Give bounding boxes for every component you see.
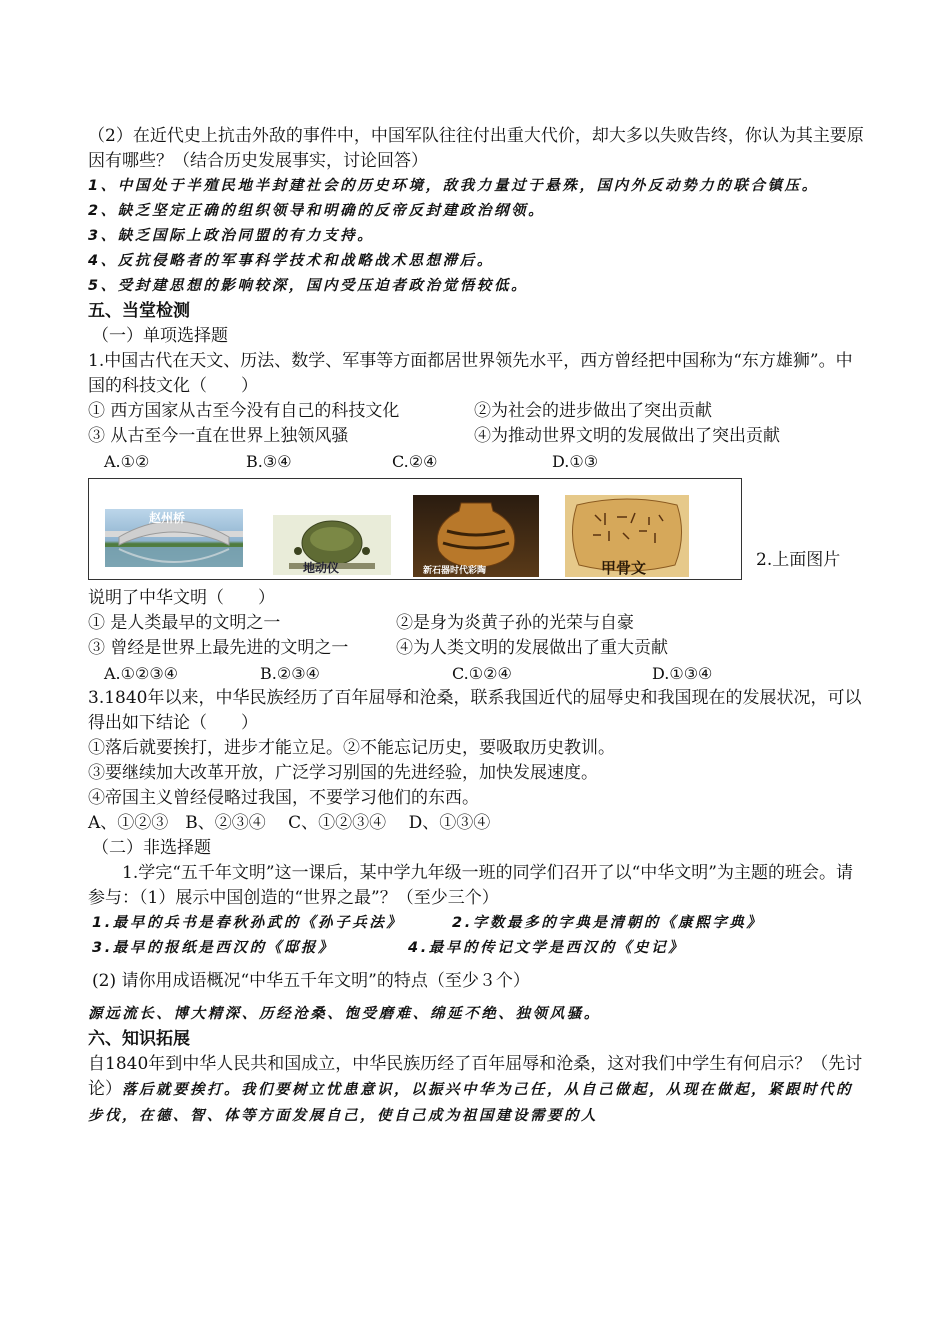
mc-q2-stem-tail: 2.上面图片 bbox=[756, 550, 841, 570]
q2-answer-4: 4、反抗侵略者的军事科学技术和战略战术思想滞后。 bbox=[88, 253, 494, 269]
section6-answer: 落后就要挨打。我们要树立忧患意识，以振兴中华为己任，从自己做起，从现在做起，紧跟时代的步伐，在德、智、体等方面发展自己，使自己成为祖国建设需要的人 bbox=[88, 1082, 853, 1124]
open-q1-answers-row1 bbox=[88, 911, 866, 936]
mc-q2-option-c[interactable]: C.①②④ bbox=[452, 664, 512, 683]
section6-paragraph bbox=[88, 1052, 866, 1129]
part1-title: （一）单项选择题 bbox=[92, 326, 228, 346]
mc-q2-item-3: ③ 曾经是世界上最先进的文明之一 bbox=[88, 638, 349, 658]
mc-q3-item-1: ①落后就要挨打，进步才能立足。②不能忘记历史，要吸取历史教训。 bbox=[88, 738, 615, 758]
mc-q1-option-b[interactable]: B.③④ bbox=[246, 452, 292, 471]
q2-question: （2）在近代史上抗击外敌的事件中，中国军队往往付出重大代价，却大多以失败告终，你认为其主要原因有哪些？（结合历史发展事实，讨论回答） bbox=[88, 126, 864, 171]
mc-q3-item-2: ③要继续加大改革开放，广泛学习别国的先进经验，加快发展速度。 bbox=[88, 763, 598, 783]
mc-q2-item-4: ④为人类文明的发展做出了重大贡献 bbox=[396, 638, 668, 658]
mc-q1-stem: 1.中国古代在天文、历法、数学、军事等方面都居世界领先水平，西方曾经把中国称为“东方雄狮”。中国的科技文化（ ） bbox=[88, 351, 853, 396]
mc-q1-option-a[interactable]: A.①② bbox=[104, 452, 150, 471]
pottery-caption: 新石器时代彩陶 bbox=[423, 566, 487, 576]
mc-q3-item-3: ④帝国主义曾经侵略过我国，不要学习他们的东西。 bbox=[88, 788, 479, 808]
mc-q1-item-1: ① 西方国家从古至今没有自己的科技文化 bbox=[88, 401, 400, 421]
document-page bbox=[88, 124, 866, 1129]
mc-q2-items-row2 bbox=[88, 636, 866, 661]
open-q1-answer-1: 1.最早的兵书是春秋孙武的《孙子兵法》 bbox=[92, 915, 404, 931]
mc-q2-items-row1 bbox=[88, 611, 866, 636]
oracle-bone-caption: 甲骨文 bbox=[601, 559, 647, 577]
open-q1-answers-row2 bbox=[88, 936, 866, 961]
mc-q2-stem: 说明了中华文明（ ） bbox=[88, 588, 275, 608]
mc-q1-item-2: ②为社会的进步做出了突出贡献 bbox=[474, 401, 712, 421]
mc-q2-option-d[interactable]: D.①③④ bbox=[652, 664, 713, 683]
q2-answer-1: 1、中国处于半殖民地半封建社会的历史环境，敌我力量过于悬殊，国内外反动势力的联合镇压。 bbox=[88, 178, 819, 194]
open-q1-sub2: (2) 请你用成语概况“中华五千年文明”的特点（至少３个） bbox=[92, 971, 530, 991]
open-q1-stem: 1.学完“五千年文明”这一课后，某中学九年级一班的同学们召开了以“中华文明”为主题的班会。请参与：（1）展示中国创造的“世界之最”？（至少三个） bbox=[88, 863, 853, 908]
bridge-caption: 赵州桥 bbox=[149, 511, 186, 525]
mc-q1-option-d[interactable]: D.①③ bbox=[552, 452, 599, 471]
oracle-bone-image bbox=[565, 495, 689, 577]
mc-q1-option-c[interactable]: C.②④ bbox=[392, 452, 438, 471]
q2-answer-3: 3、缺乏国际上政治同盟的有力支持。 bbox=[88, 228, 375, 244]
seismograph-caption: 地动仪 bbox=[303, 561, 340, 575]
bridge-image bbox=[105, 509, 243, 567]
open-q1-answer-3: 3.最早的报纸是西汉的《邸报》 bbox=[92, 940, 336, 956]
mc-q2-item-1: ① 是人类最早的文明之一 bbox=[88, 613, 281, 633]
mc-q1-item-3: ③ 从古至今一直在世界上独领风骚 bbox=[88, 426, 349, 446]
q2-answer-2: 2、缺乏坚定正确的组织领导和明确的反帝反封建政治纲领。 bbox=[88, 203, 546, 219]
open-q1-sub2-answer: 源远流长、博大精深、历经沧桑、饱受磨难、绵延不绝、独领风骚。 bbox=[88, 1006, 601, 1022]
mc-q2-options bbox=[88, 661, 866, 686]
mc-q3-options[interactable]: A、①②③ B、②③④ C、①②③④ D、①③④ bbox=[88, 813, 491, 833]
open-q1-answer-2: 2.字数最多的字典是清朝的《康熙字典》 bbox=[452, 915, 764, 931]
section6-title: 六、知识拓展 bbox=[88, 1029, 190, 1049]
open-q1-answer-4: 4.最早的传记文学是西汉的《史记》 bbox=[408, 940, 686, 956]
section6-text: 自1840年到中华人民共和国成立，中华民族历经了百年屈辱和沧桑，这对我们中学生有何启示？（先讨论） bbox=[88, 1054, 863, 1099]
image-row bbox=[88, 478, 866, 586]
pottery-image bbox=[413, 495, 539, 577]
mc-q1-options bbox=[88, 449, 866, 474]
mc-q1-item-4: ④为推动世界文明的发展做出了突出贡献 bbox=[474, 426, 780, 446]
seismograph-image bbox=[273, 515, 391, 575]
mc-q1-items-row2 bbox=[88, 424, 866, 449]
mc-q2-item-2: ②是身为炎黄子孙的光荣与自豪 bbox=[396, 613, 634, 633]
mc-q3-stem: 3.1840年以来，中华民族经历了百年屈辱和沧桑，联系我国近代的屈辱史和我国现在的发展状况，可以得出如下结论（ ） bbox=[88, 688, 862, 733]
mc-q2-option-b[interactable]: B.②③④ bbox=[260, 664, 320, 683]
mc-q1-items-row1 bbox=[88, 399, 866, 424]
part2-title: （二）非选择题 bbox=[92, 838, 211, 858]
mc-q2-option-a[interactable]: A.①②③④ bbox=[104, 664, 179, 683]
image-strip bbox=[88, 478, 742, 580]
section5-title: 五、当堂检测 bbox=[88, 301, 190, 321]
q2-answer-5: 5、受封建思想的影响较深，国内受压迫者政治觉悟较低。 bbox=[88, 278, 529, 294]
